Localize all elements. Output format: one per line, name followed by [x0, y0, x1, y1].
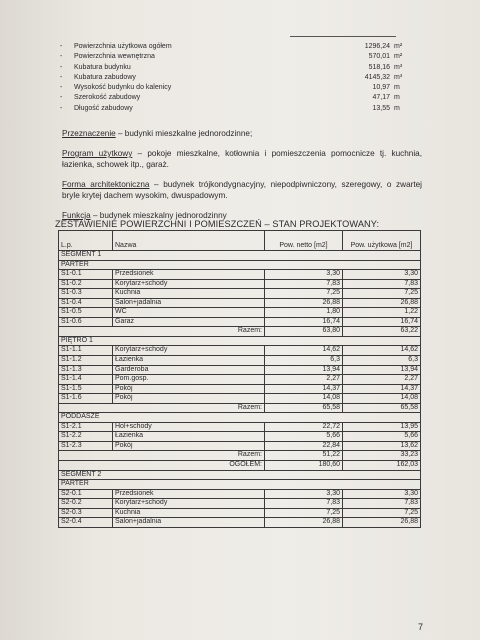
room-netto: 26,88: [265, 298, 343, 308]
bullet-dash: -: [60, 94, 63, 102]
room-lp: S1-1.2: [59, 356, 113, 366]
parameter-unit: m³: [394, 63, 403, 71]
level-label: PIĘTRO 1: [59, 336, 421, 346]
room-uzytk: 13,94: [343, 365, 421, 375]
parameter-value: 518,16: [368, 63, 390, 71]
total-netto: 63,80: [265, 327, 343, 337]
level-row: [59, 336, 421, 346]
parameter-row: [60, 52, 420, 62]
parameter-unit: m: [394, 94, 400, 102]
table-heading: ZESTAWIENIE POWIERZCHNI I POMIESZCZEŃ – STAN PROJEKTOWANY:: [55, 219, 380, 229]
room-netto: 14,62: [265, 346, 343, 356]
room-row: [59, 356, 421, 366]
room-name: Pokój: [113, 441, 265, 451]
parameter-value: 10,97: [372, 84, 390, 92]
total-uzytk: 63,22: [343, 327, 421, 337]
total-label: Razem:: [59, 403, 265, 413]
room-name: Pokój: [113, 394, 265, 404]
bullet-dash: -: [60, 53, 63, 61]
room-name: Garderoba: [113, 365, 265, 375]
description-paragraph: [62, 179, 422, 201]
level-label: PARTER: [59, 260, 421, 270]
room-lp: S1-2.3: [59, 441, 113, 451]
building-description: [62, 128, 422, 230]
room-netto: 3,30: [265, 270, 343, 280]
segment-row: [59, 470, 421, 480]
room-netto: 22,84: [265, 441, 343, 451]
room-lp: S2-0.1: [59, 489, 113, 499]
room-row: [59, 394, 421, 404]
room-lp: S1-1.4: [59, 375, 113, 385]
room-lp: S1-0.2: [59, 279, 113, 289]
total-uzytk: 65,58: [343, 403, 421, 413]
parameter-row: [60, 63, 420, 73]
room-lp: S1-1.6: [59, 394, 113, 404]
room-name: Korytarz+schody: [113, 499, 265, 509]
total-netto: 65,58: [265, 403, 343, 413]
room-netto: 7,83: [265, 499, 343, 509]
room-name: Korytarz+schody: [113, 346, 265, 356]
parameter-value: 1296,24: [364, 43, 390, 50]
level-label: PODDASZE: [59, 413, 421, 423]
total-uzytk: 162,03: [343, 461, 421, 471]
room-uzytk: 5,66: [343, 432, 421, 442]
parameter-row: [60, 42, 420, 52]
room-row: [59, 289, 421, 299]
room-uzytk: 13,62: [343, 441, 421, 451]
parameter-unit: m: [394, 104, 400, 112]
total-netto: 51,22: [265, 451, 343, 461]
room-name: Salon+jadalnia: [113, 518, 265, 528]
parameter-label: Kubatura budynku: [74, 63, 131, 71]
room-uzytk: 7,83: [343, 279, 421, 289]
header-name: Nazwa: [113, 231, 265, 251]
parameter-label: Szerokość zabudowy: [74, 94, 141, 102]
room-name: Hol+schody: [113, 422, 265, 432]
room-row: [59, 346, 421, 356]
total-row: [59, 403, 421, 413]
parameter-unit: m³: [394, 73, 403, 81]
total-uzytk: 33,23: [343, 451, 421, 461]
description-term: Program użytkowy: [62, 149, 133, 158]
room-netto: 1,80: [265, 308, 343, 318]
bullet-dash: -: [60, 63, 63, 71]
room-uzytk: 3,30: [343, 270, 421, 280]
room-netto: 13,94: [265, 365, 343, 375]
room-uzytk: 26,88: [343, 518, 421, 528]
room-uzytk: 7,83: [343, 499, 421, 509]
room-netto: 14,08: [265, 394, 343, 404]
room-netto: 2,27: [265, 375, 343, 385]
top-rule: [290, 36, 396, 37]
room-row: [59, 499, 421, 509]
room-uzytk: 26,88: [343, 298, 421, 308]
room-row: [59, 384, 421, 394]
segment-label: SEGMENT 1: [59, 251, 421, 261]
room-name: Pom.gosp.: [113, 375, 265, 385]
room-row: [59, 489, 421, 499]
room-lp: S1-1.1: [59, 346, 113, 356]
room-netto: 5,66: [265, 432, 343, 442]
level-row: [59, 413, 421, 423]
room-uzytk: 6,3: [343, 356, 421, 366]
room-uzytk: 14,08: [343, 394, 421, 404]
room-row: [59, 317, 421, 327]
description-text: – budynki mieszkalne jednorodzinne;: [115, 129, 253, 138]
total-row: [59, 461, 421, 471]
room-lp: S2-0.2: [59, 499, 113, 509]
room-row: [59, 518, 421, 528]
room-uzytk: 14,37: [343, 384, 421, 394]
room-name: WC: [113, 308, 265, 318]
room-lp: S1-0.4: [59, 298, 113, 308]
header-netto: Pow. netto [m2]: [265, 231, 343, 251]
bullet-dash: -: [60, 73, 63, 81]
parameter-value: 570,01: [368, 53, 390, 61]
room-name: Garaż: [113, 317, 265, 327]
room-name: Łazienka: [113, 432, 265, 442]
description-term: Przeznaczenie: [62, 129, 116, 138]
level-row: [59, 480, 421, 490]
room-row: [59, 422, 421, 432]
room-netto: 7,25: [265, 508, 343, 518]
room-uzytk: 13,95: [343, 422, 421, 432]
total-row: [59, 451, 421, 461]
room-name: Pokój: [113, 384, 265, 394]
room-row: [59, 375, 421, 385]
description-term: Funkcja: [62, 211, 91, 220]
header-uzytk: Pow. użytkowa [m2]: [343, 231, 421, 251]
parameter-unit: m²: [394, 43, 403, 50]
room-netto: 14,37: [265, 384, 343, 394]
room-lp: S1-0.6: [59, 317, 113, 327]
total-label: Razem:: [59, 451, 265, 461]
room-uzytk: 14,62: [343, 346, 421, 356]
total-label: Razem:: [59, 327, 265, 337]
description-text: – budynek trójkondygnacyjny, niepodpiwniczony, szeregowy, o zwartej bryle krytej dachem wysokim, dwuspadowym.: [62, 180, 422, 200]
table-header-row: [59, 231, 421, 251]
building-parameters-list: [60, 42, 420, 114]
room-name: Łazienka: [113, 356, 265, 366]
room-name: Salon+jadalnia: [113, 298, 265, 308]
room-row: [59, 441, 421, 451]
description-text: – budynek mieszkalny jednorodzinny: [90, 211, 227, 220]
room-lp: S1-0.3: [59, 289, 113, 299]
room-row: [59, 308, 421, 318]
segment-label: SEGMENT 2: [59, 470, 421, 480]
room-netto: 16,74: [265, 317, 343, 327]
total-label: OGÓŁEM:: [59, 461, 265, 471]
segment-row: [59, 251, 421, 261]
parameter-label: Kubatura zabudowy: [74, 73, 136, 81]
room-lp: S1-1.5: [59, 384, 113, 394]
parameter-row: [60, 73, 420, 83]
parameter-unit: m: [394, 84, 400, 92]
level-row: [59, 260, 421, 270]
parameter-label: Długość zabudowy: [74, 104, 133, 112]
room-lp: S1-2.1: [59, 422, 113, 432]
page-number: 7: [418, 622, 424, 632]
header-lp: L.p.: [59, 231, 113, 251]
room-lp: S2-0.4: [59, 518, 113, 528]
parameter-row: [60, 93, 420, 103]
room-row: [59, 365, 421, 375]
room-lp: S1-0.5: [59, 308, 113, 318]
room-row: [59, 298, 421, 308]
room-uzytk: 7,25: [343, 508, 421, 518]
room-row: [59, 508, 421, 518]
room-lp: S1-2.2: [59, 432, 113, 442]
description-paragraph: [62, 148, 422, 170]
room-name: Kuchnia: [113, 289, 265, 299]
level-label: PARTER: [59, 480, 421, 490]
bullet-dash: -: [60, 43, 63, 50]
description-paragraph: [62, 128, 422, 139]
parameter-label: Powierzchnia użytkowa ogółem: [74, 43, 172, 50]
bullet-dash: -: [60, 84, 63, 92]
room-uzytk: 16,74: [343, 317, 421, 327]
room-netto: 7,83: [265, 279, 343, 289]
room-name: Kuchnia: [113, 508, 265, 518]
room-uzytk: 1,22: [343, 308, 421, 318]
room-lp: S1-0.1: [59, 270, 113, 280]
parameter-value: 4145,32: [364, 73, 390, 81]
parameter-row: [60, 104, 420, 114]
room-row: [59, 270, 421, 280]
room-row: [59, 279, 421, 289]
total-row: [59, 327, 421, 337]
description-term: Forma architektoniczna: [62, 180, 150, 189]
parameter-value: 47,17: [372, 94, 390, 102]
bullet-dash: -: [60, 104, 63, 112]
room-uzytk: 2,27: [343, 375, 421, 385]
room-netto: 22,72: [265, 422, 343, 432]
rooms-table: [58, 230, 421, 528]
room-netto: 7,25: [265, 289, 343, 299]
room-lp: S1-1.3: [59, 365, 113, 375]
parameter-label: Wysokość budynku do kalenicy: [74, 84, 172, 92]
room-netto: 26,88: [265, 518, 343, 528]
room-uzytk: 7,25: [343, 289, 421, 299]
parameter-value: 13,55: [372, 104, 390, 112]
room-name: Przedsionek: [113, 270, 265, 280]
parameter-label: Powierzchnia wewnętrzna: [74, 53, 155, 61]
room-netto: 6,3: [265, 356, 343, 366]
room-name: Przedsionek: [113, 489, 265, 499]
room-name: Korytarz+schody: [113, 279, 265, 289]
room-lp: S2-0.3: [59, 508, 113, 518]
parameter-row: [60, 83, 420, 93]
total-netto: 180,60: [265, 461, 343, 471]
parameter-unit: m²: [394, 53, 403, 61]
description-text: – pokoje mieszkalne, kotłownia i pomieszczenia pomocnicze tj. kuchnia, łazienka, schowek itp., garaż.: [62, 149, 423, 169]
room-uzytk: 3,30: [343, 489, 421, 499]
room-netto: 3,30: [265, 489, 343, 499]
room-row: [59, 432, 421, 442]
